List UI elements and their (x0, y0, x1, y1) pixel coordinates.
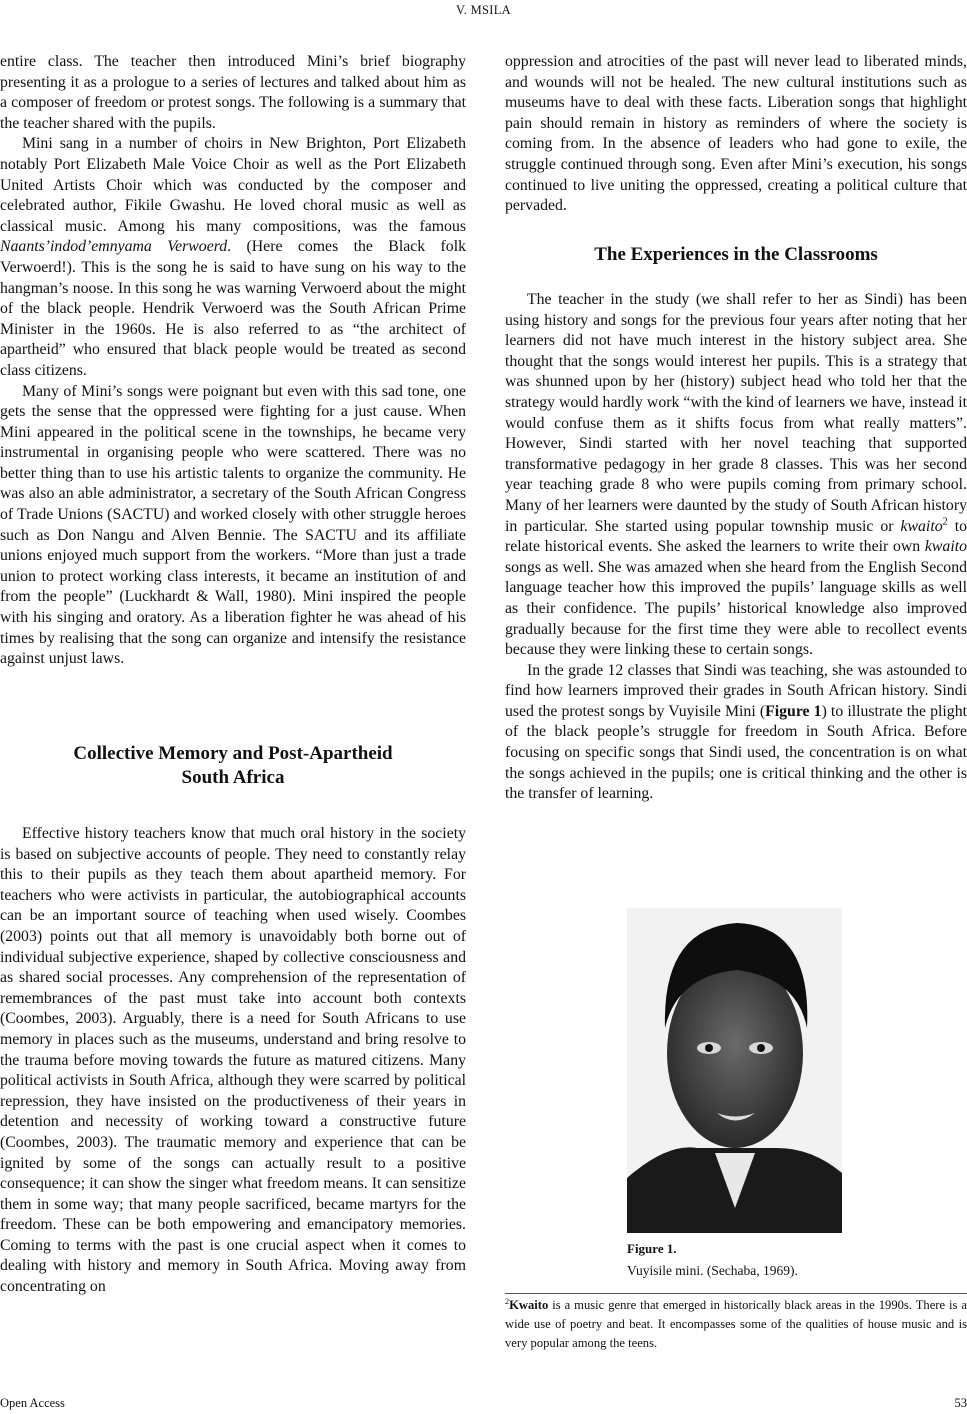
page-number: 53 (954, 1396, 967, 1410)
footer-open-access: Open Access (0, 1396, 65, 1410)
paragraph (0, 134, 466, 381)
section-heading-collective-memory (0, 742, 466, 790)
text-run: kwaito (924, 538, 967, 556)
footnote-rule (505, 1293, 967, 1294)
figure-label: Figure 1. (627, 1241, 677, 1256)
paragraph (505, 52, 967, 217)
footnote (505, 1296, 967, 1353)
text-run: oppression and atrocities of the past will never lead to liberated minds, and wounds will not be healed. The new cultural institutions such as museums have to deal with these facts. Liberation songs that highlight pain should remain in history as reminders of where the society is coming from. In the absence of leaders who had gone to exile, the struggle continued through song. Even after Mini’s execution, his songs continued to live uniting the oppressed, creating a political culture that pervaded. (505, 53, 967, 215)
text-run: Effective history teachers know that much oral history in the society is based on subjective accounts of people. They need to constantly relay this to their pupils as they teach them about apartheid memory. For teachers who were activists in particular, the autobiographical accounts can be an important source of teaching when used wisely. Coombes (2003) points out that all memory is unavoidably both borne out of individual subjective experience, shaped by collective consciousness and as shared social processes. Any comprehension of the representation of remembrances of the past must take into account both contexts (Coombes, 2003). Arguably, there is a need for South Africans to use memory in places such as the museums, understand and bring resolve to the trauma before moving towards the future as matured citizens. Many political activists in South Africa, although they were scarred by political repression, they have insisted on the productiveness of their years in detention and necessity of working toward a constructive future (Coombes, 2003). The traumatic memory and experience that can be ignited by some of the songs can actually result to a positive consequence; it can show the singer what freedom means. It can sensitize them in some way; that many people sacrificed, became martyrs for the freedom. These can be both empowering and emancipatory memories. Coming to terms with the past is one crucial aspect when it comes to dealing with history and memory in South Africa. Moving away from concentrating on (0, 825, 466, 1296)
text-run: 2 (942, 516, 948, 528)
heading-line: Collective Memory and Post-Apartheid (73, 743, 393, 764)
text-run: entire class. The teacher then introduced Mini’s brief biography presenting it as a prologue to a series of lectures and talked about him as a composer of freedom or protest songs. The following is a summary that the teacher shared with the pupils. (0, 53, 466, 132)
text-run: The teacher in the study (we shall refer to her as Sindi) has been using history and songs for the previous four years after noting that her learners did not have much interest in the history subject area. She thought that the songs would interest her pupils. This is a strategy that was shunned upon by her (history) subject head who told her that the strategy would hardly work “with the kind of learners we have, instead it would confuse them as it shifts focus from what really matters”. However, Sindi started with her novel teaching that supported transformative pedagogy in her grade 8 classes. This was her second year teaching grade 8 who were pupils coming from primary school. Many of her learners were daunted by the study of South African history in particular. She started using popular township music or (505, 291, 967, 535)
left-column-bottom (0, 824, 466, 1298)
text-run: Figure 1 (765, 702, 822, 720)
running-head: V. MSILA (456, 3, 511, 17)
paragraph (505, 290, 967, 661)
text-run: 2 (505, 1296, 510, 1306)
text-run: . (Here comes the Black folk Verwoerd!). This is the song he is said to have sung on his way to the hangman’s noose. In this song he was warning Verwoerd about the might of the black people. Hendrik Verwoerd was the South African Prime Minister in the 1960s. He is also referred to as “the architect of apartheid” who ensured that black people would be treated as second class citizens. (0, 238, 466, 379)
text-run: kwaito (900, 517, 943, 535)
right-column-top (505, 52, 967, 217)
figure-caption: Vuyisile mini. (Sechaba, 1969). (627, 1263, 798, 1278)
text-run: Naants’indod’emnyama Verwoerd (0, 238, 228, 256)
text-run: In the grade 12 classes that Sindi was teaching, she was astounded to find how learners improved their grades in South African history. Sindi used the protest songs by Vuyisile Mini ( (505, 661, 967, 720)
portrait-photo (627, 908, 842, 1233)
section-heading-experiences: The Experiences in the Classrooms (594, 244, 878, 265)
text-run: to relate historical events. She asked the learners to write their own (505, 517, 967, 556)
heading-line: South Africa (181, 767, 285, 788)
right-column-bottom (505, 290, 967, 805)
paragraph (505, 661, 967, 805)
text-run: songs as well. She was amazed when she heard from the English Second language teacher how this improved the pupils’ language skills as well as their confidence. The pupils’ historical knowledge also improved gradually because for the first time they were able to recollect events because they were linking these to certain songs. (505, 558, 967, 659)
text-run: Many of Mini’s songs were poignant but even with this sad tone, one gets the sense that the oppressed were fighting for a just cause. When Mini appeared in the political scene in the townships, he became very instrumental in organising people who were scattered. There was no better thing than to use his artistic talents to organize the community. He was also an able administrator, a secretary of the South African Congress of Trade Unions (SACTU) and worked closely with other struggle heroes such as Don Nangu and Alven Bennie. The SACTU and its affiliate unions enjoyed much support from the workers. “More than just a trade union to protect working class interests, it became an institution of and from the people” (Luckhardt & Wall, 1980). Mini inspired the people with his singing and oratory. As a liberation fighter he was ahead of his times by realising that the song can organize and intensify the resistance against unjust laws. (0, 382, 466, 668)
paragraph (0, 52, 466, 134)
paragraph (0, 382, 466, 670)
paragraph (0, 824, 466, 1298)
text-run: is a music genre that emerged in historically black areas in the 1990s. There is a wide use of poetry and beat. It encompasses some of the qualities of house music and is very popular among the teens. (505, 1298, 967, 1350)
text-run: Mini sang in a number of choirs in New Brighton, Port Elizabeth notably Port Elizabeth Male Voice Choir as well as the Port Elizabeth United Artists Choir which was conducted by the composer and celebrated author, Fikile Gwashu. He loved choral music as well as classical music. Among his many compositions, was the famous (0, 135, 466, 235)
text-run: ) to illustrate the plight of the black people’s struggle for freedom in South Africa. Before focusing on specific songs that Sindi used, the concentration is on what the songs achieved in the pupils; one is critical thinking and the other is the transfer of learning. (505, 702, 967, 803)
left-column-top (0, 52, 466, 670)
text-run: Kwaito (509, 1298, 549, 1312)
